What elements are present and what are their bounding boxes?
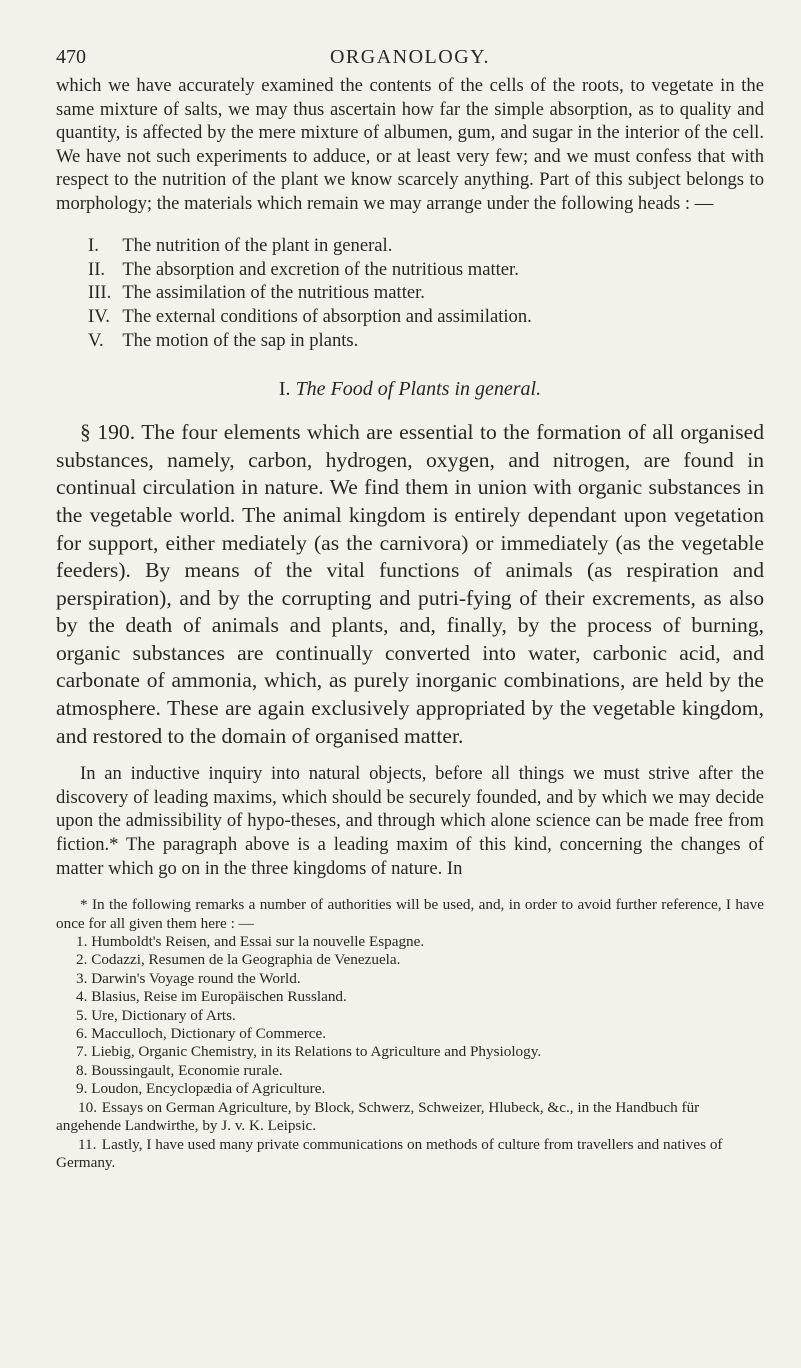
footnotes [56, 896, 764, 1172]
running-head: ORGANOLOGY. [329, 46, 491, 68]
list-item [56, 305, 764, 329]
footnote-number: 3. [76, 969, 88, 987]
list-item [56, 970, 764, 988]
section-number: I. [278, 378, 291, 401]
footnote-number: 8. [76, 1061, 88, 1079]
footnote-list [56, 933, 764, 1172]
footnote-text: Humboldt's Reisen, and Essai sur la nouvelle Espagne. [91, 933, 425, 951]
list-item [56, 1136, 764, 1173]
footnote-number: 4. [76, 988, 88, 1006]
list-item [56, 1099, 764, 1136]
head-number: V. [88, 329, 104, 351]
footnote-text: Ure, Dictionary of Arts. [91, 1006, 236, 1024]
footnote-text: Macculloch, Dictionary of Commerce. [91, 1025, 327, 1043]
list-item [56, 1043, 764, 1061]
list-item [56, 329, 764, 353]
footnote-number: 5. [76, 1006, 88, 1024]
list-item [56, 258, 764, 282]
footnote-number: 7. [76, 1043, 88, 1061]
head-text: The absorption and excretion of the nutritious matter. [122, 258, 519, 280]
head-text: The nutrition of the plant in general. [122, 235, 393, 257]
head-text: The external conditions of absorption and assimilation. [122, 305, 532, 327]
list-item [56, 988, 764, 1006]
footnote-text: Lastly, I have used many private communications on methods of culture from travellers and natives of Germany. [56, 1135, 723, 1171]
footnote-number: 2. [76, 951, 88, 969]
footnote-text: Loudon, Encyclopædia of Agriculture. [91, 1080, 326, 1098]
list-item [56, 933, 764, 951]
list-item [56, 951, 764, 969]
footnote-number: 1. [76, 933, 88, 951]
head-number: IV. [88, 305, 110, 327]
footnote-number: 6. [76, 1025, 88, 1043]
footnote-text: Darwin's Voyage round the World. [91, 969, 301, 987]
list-item [56, 1007, 764, 1025]
page-header [56, 40, 764, 74]
heads-list [56, 234, 764, 352]
list-item [56, 234, 764, 258]
page-number: 470 [56, 46, 86, 68]
head-number: III. [88, 282, 112, 304]
footnote-text: Boussingault, Economie rurale. [91, 1061, 283, 1079]
head-text: The assimilation of the nutritious matter. [122, 282, 425, 304]
book-page [56, 40, 764, 1172]
footnote-text: Essays on German Agriculture, by Block, Schwerz, Schweizer, Hlubeck, &c., in the Handbuch für angehende Landwirthe, by J. v. K. Leipsic. [56, 1098, 700, 1135]
footnote-text: Liebig, Organic Chemistry, in its Relations to Agriculture and Physiology. [91, 1043, 542, 1061]
section-title [56, 378, 764, 401]
section-title-text: The Food of Plants in general. [295, 378, 542, 401]
footnote-number: 11. [78, 1135, 97, 1153]
list-item [56, 281, 764, 305]
head-number: II. [88, 258, 106, 280]
main-paragraph: § 190. The four elements which are essential to the formation of all organised substances, namely, carbon, hydrogen, oxygen, and nitrogen, are found in continual circulation in nature. We find them in union with organic substances in the vegetable world. The animal kingdom is entirely dependant upon vegetation for support, either mediately (as the carnivora) or immediately (as the vegetable feeders). By means of the vital functions of animals (as respiration and perspiration), and by the corrupting and putri-fying of their excrements, as also by the death of animals and plants, and, finally, by the process of burning, organic substances are continually converted into water, carbonic acid, and carbonate of ammonia, which, as purely inorganic combinations, are held by the atmosphere. These are again exclusively appropriated by the vegetable kingdom, and restored to the domain of organised matter. [56, 420, 764, 748]
footnote-number: 9. [76, 1080, 88, 1098]
second-paragraph: In an inductive inquiry into natural objects, before all things we must strive after the discovery of leading maxims, which should be securely founded, and by which we may decide upon the admissibility of hypo-theses, and through which alone science can be made free from fiction.* The paragraph above is a leading maxim of this kind, concerning the changes of matter which go on in the three kingdoms of nature. In [56, 763, 764, 879]
list-item [56, 1080, 764, 1098]
head-text: The motion of the sap in plants. [122, 329, 359, 351]
list-item [56, 1062, 764, 1080]
head-number: I. [88, 235, 99, 257]
footnote-intro: * In the following remarks a number of authorities will be used, and, in order to avoid further reference, I have once for all given them here : — [56, 896, 764, 932]
intro-paragraph: which we have accurately examined the contents of the cells of the roots, to vegetate in the same mixture of salts, we may thus ascertain how far the simple absorption, as to quality and quantity, is affected by the mere mixture of albumen, gum, and sugar in the interior of the cell. We have not such experiments to adduce, or at least very few; and we must confess that with respect to the nutrition of the plant we know scarcely anything. Part of this subject belongs to morphology; the materials which remain we may arrange under the following heads : — [56, 75, 764, 214]
footnote-text: Codazzi, Resumen de la Geographia de Venezuela. [91, 951, 401, 969]
footnote-number: 10. [78, 1098, 97, 1116]
list-item [56, 1025, 764, 1043]
footnote-text: Blasius, Reise im Europäischen Russland. [91, 988, 347, 1006]
